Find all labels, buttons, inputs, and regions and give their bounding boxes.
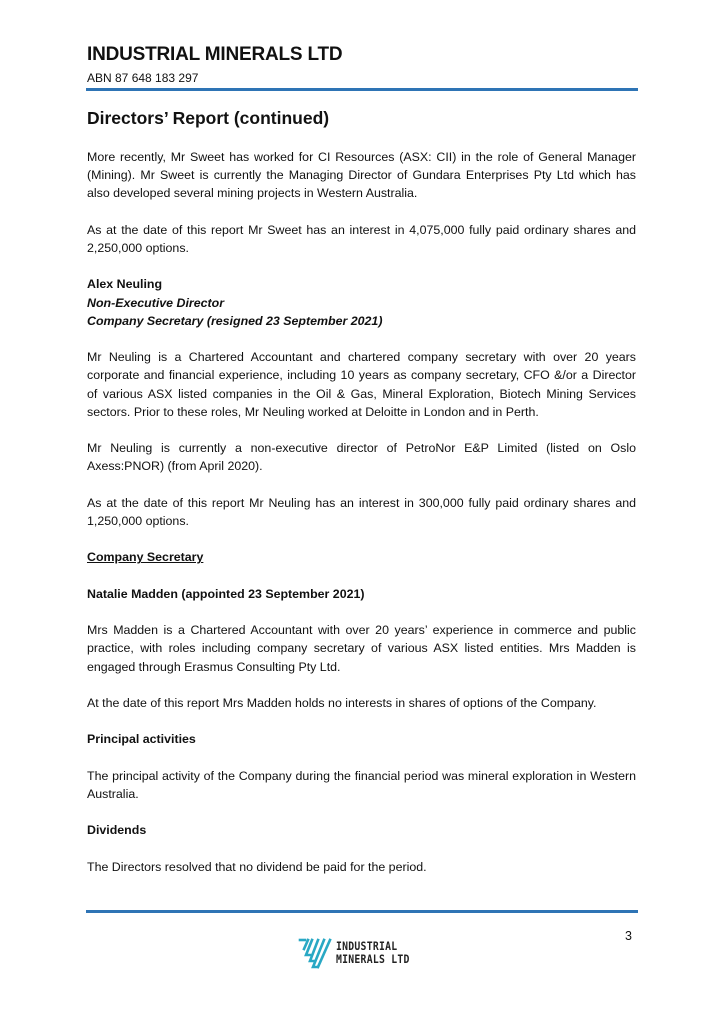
logo-wordmark: INDUSTRIAL MINERALS LTD [336, 939, 410, 966]
paragraph: As at the date of this report Mr Neuling has an interest in 300,000 fully paid ordinary shares and 1,250,000 options. [87, 495, 636, 528]
abn-number: ABN 87 648 183 297 [87, 71, 199, 85]
paragraph: The principal activity of the Company during the financial period was mineral exploration in Western Australia. [87, 768, 636, 801]
paragraph: As at the date of this report Mr Sweet has an interest in 4,075,000 fully paid ordinary shares and 2,250,000 options. [87, 222, 636, 255]
section-heading-dividends: Dividends [87, 823, 147, 838]
director-name: Alex Neuling [87, 277, 163, 292]
triple-chevron-icon [298, 937, 332, 969]
director-role: Company Secretary (resigned 23 September 2021) [87, 313, 383, 328]
section-heading-company-secretary: Company Secretary [87, 550, 204, 565]
footer-divider [86, 910, 638, 913]
report-body [87, 148, 636, 894]
paragraph: More recently, Mr Sweet has worked for CI Resources (ASX: CII) in the role of General Manager (Mining). Mr Sweet is currently the Managing Director of Gundara Enterprises Pty Ltd which has also developed several mining projects in Western Australia. [87, 150, 636, 201]
paragraph: The Directors resolved that no dividend be paid for the period. [87, 859, 427, 874]
director-role: Non-Executive Director [87, 295, 225, 310]
section-heading-principal-activities: Principal activities [87, 732, 196, 747]
paragraph: Mrs Madden is a Chartered Accountant with over 20 years’ experience in commerce and public practice, with roles including company secretary of various ASX listed entities. Mrs Madden is engaged through Erasmus Consulting Pty Ltd. [87, 623, 636, 674]
page-title: Directors’ Report (continued) [87, 108, 330, 128]
paragraph: Mr Neuling is a Chartered Accountant and chartered company secretary with over 20 years corporate and financial experience, including 10 years as company secretary, CFO &/or a Director of various ASX listed companies in the Oil & Gas, Mineral Exploration, Biotech Mining Services sectors. Prior to these roles, Mr Neuling worked at Deloitte in London and in Perth. [87, 350, 636, 419]
paragraph: At the date of this report Mrs Madden holds no interests in shares of options of the Company. [87, 695, 597, 710]
header-divider [86, 88, 638, 91]
page-number: 3 [625, 929, 632, 943]
secretary-name: Natalie Madden (appointed 23 September 2021) [87, 586, 365, 601]
company-name: INDUSTRIAL MINERALS LTD [87, 44, 343, 65]
paragraph: Mr Neuling is currently a non-executive director of PetroNor E&P Limited (listed on Oslo Axess:PNOR) (from April 2020). [87, 441, 636, 474]
company-logo [298, 937, 423, 969]
